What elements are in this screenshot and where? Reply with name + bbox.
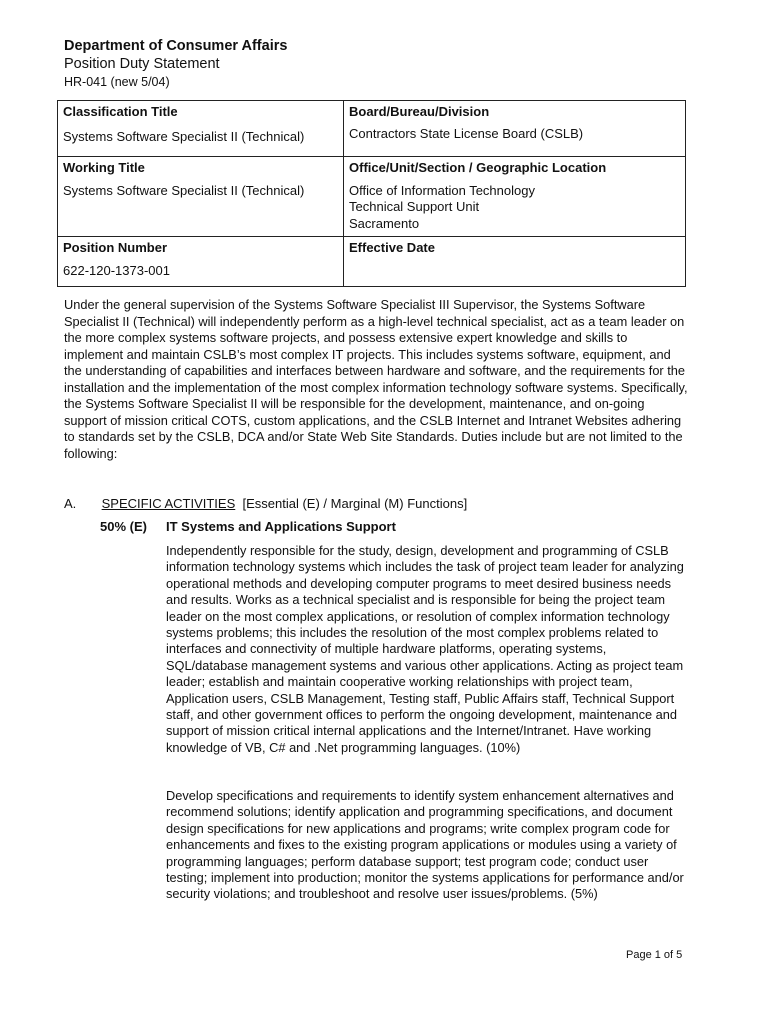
- office-cell: [344, 157, 686, 237]
- document-subtitle: Position Duty Statement: [64, 56, 220, 72]
- activity-paragraph: Independently responsible for the study, design, development and programming of CSLB information technology systems which includes the task of project team leader for analyzing operational methods and developing computer programs to meet desired business needs and results. Works as a technical specialist and is responsible for being the project team leader on the most complex applications, or resolution of complex information technology systems problems; this includes the resolution of the most complex problems related to interfaces and connectivity of multiple hardware platforms, operating systems, SQL/database management systems and various other applications. Acting as project team leader; establish and maintain cooperative working relationships with project team, Application users, CSLB Management, Testing staff, Public Affairs staff, Technical Support staff, and other government offices to perform the ongoing development, maintenance and support of mission critical internal applications and the Internet/Intranet. Have working knowledge of VB, C# and .Net programming languages. (10%): [166, 543, 684, 755]
- section-a-heading: [64, 496, 467, 511]
- page-number: Page 1 of 5: [626, 949, 683, 961]
- working-title-label: Working Title: [63, 160, 145, 175]
- classification-cell: [58, 101, 344, 157]
- position-number-label: Position Number: [63, 240, 168, 255]
- effective-date-label: Effective Date: [349, 240, 435, 255]
- department-title: Department of Consumer Affairs: [64, 38, 288, 54]
- form-number: HR-041 (new 5/04): [64, 75, 170, 89]
- board-label: Board/Bureau/Division: [349, 104, 490, 119]
- office-line: Sacramento: [349, 215, 420, 231]
- classification-value: Systems Software Specialist II (Technical): [63, 128, 305, 144]
- intro-paragraph: Under the general supervision of the Systems Software Specialist III Supervisor, the Systems Software Specialist II (Technical) will independently perform as a high-level technical specialist, act as a team leader on the more complex systems software projects, and possess extensive expert knowledge and skills to implement and maintain CSLB’s most complex IT projects. This includes systems software, equipment, and the understanding of capabilities and interfaces between hardware and software, and the requirements for the installation and the implementation of the most complex information technology software systems. Specifically, the Systems Software Specialist II will be responsible for the development, maintenance, and on-going support of mission critical COTS, custom applications, and the CSLB Internet and Intranet Websites adhering to standards set by the CSLB, DCA and/or State Web Site Standards. Duties include but are not limited to the following:: [64, 297, 688, 461]
- position-number-value: 622-120-1373-001: [63, 262, 170, 278]
- working-title-cell: [58, 157, 344, 237]
- board-value: Contractors State License Board (CSLB): [349, 125, 584, 141]
- board-cell: [344, 101, 686, 157]
- position-number-cell: [58, 237, 344, 287]
- effective-date-cell: [344, 237, 686, 287]
- activity-title: IT Systems and Applications Support: [166, 519, 396, 534]
- activity-percent: 50% (E): [100, 519, 147, 534]
- office-line: Office of Information Technology: [349, 182, 535, 198]
- section-letter: A.: [64, 496, 77, 511]
- section-title: SPECIFIC ACTIVITIES: [101, 496, 236, 511]
- classification-label: Classification Title: [63, 104, 178, 119]
- office-label: Office/Unit/Section / Geographic Location: [349, 160, 607, 175]
- office-line: Technical Support Unit: [349, 199, 480, 214]
- position-info-table: [57, 100, 686, 287]
- working-title-value: Systems Software Specialist II (Technical): [63, 182, 305, 198]
- activity-paragraph: Develop specifications and requirements to identify system enhancement alternatives and recommend solutions; identify application and programming specifications, and document design specifications for new applications and programs; write complex program code for enhancements and fixes to the existing program applications or modules using a variety of programming languages; perform database support; test program code; conduct user testing; implement into production; monitor the systems applications for performance and/or security violations; and troubleshoot and resolve user issues/problems. (5%): [166, 788, 684, 902]
- section-subtitle: [Essential (E) / Marginal (M) Functions]: [242, 496, 468, 511]
